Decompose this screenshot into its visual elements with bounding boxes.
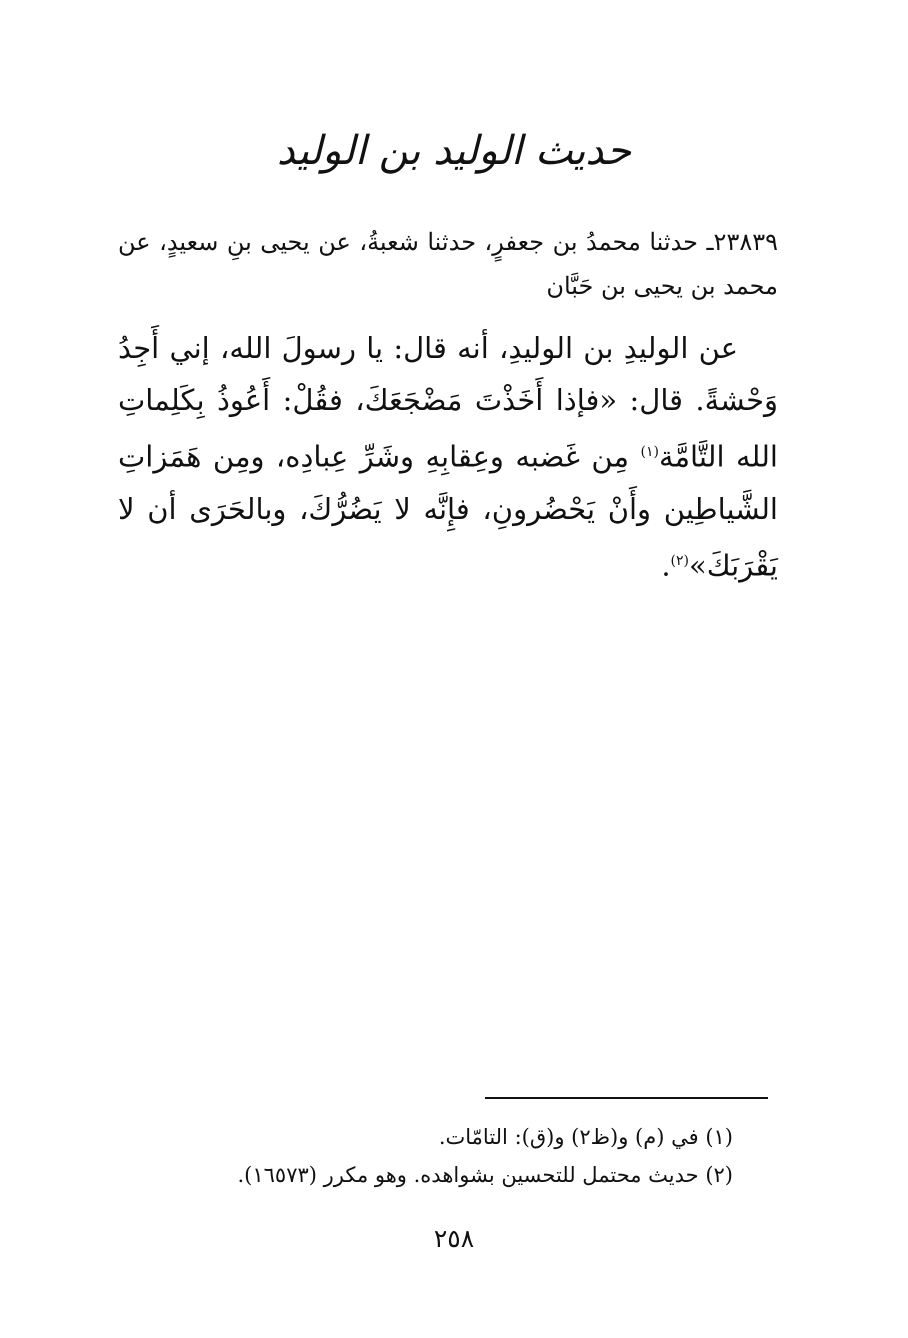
hadith-chain [118, 220, 778, 308]
page-number: ٢٥٨ [433, 1224, 475, 1253]
footnote-marker-1[interactable]: (١) [640, 444, 659, 460]
hadith-text-end: . [661, 548, 671, 583]
section-title: حديث الوليد بن الوليد [276, 128, 632, 174]
footnotes [193, 1118, 733, 1194]
hadith-text-part1: عن الوليدِ بن الوليدِ، أنه قال: يا رسولَ الله، إني أَجِدُ وَحْشةً. قال: «فإذا أَخَذْتَ مَضْجَعَكَ، فقُلْ: أَعُوذُ بِكَلِماتِ الله التَّامَّة [118, 331, 778, 474]
hadith-text [118, 322, 778, 591]
hadith-text-part2: مِن غَضبه وعِقابِهِ وشَرِّ عِبادِه، ومِن هَمَزاتِ الشَّياطِين وأَنْ يَحْضُرونِ، فإِنَّه لا يَضُرُّكَ، وبالحَرَى أن لا يَقْرَبَكَ» [118, 439, 778, 583]
footnote-marker-2[interactable]: (٢) [670, 552, 689, 569]
hadith-chain-text: ٢٣٨٣٩ـ حدثنا محمدُ بن جعفرٍ، حدثنا شعبةُ، عن يحيى بنِ سعيدٍ، عن محمد بن يحيى بن حَبَّان [118, 228, 778, 300]
footnote-divider [485, 1097, 768, 1099]
footnote-1: (١) في (م) و(ظ٢) و(ق): التامّات. [438, 1125, 733, 1149]
footnote-2: (٢) حديث محتمل للتحسين بشواهده. وهو مكرر (١٦٥٧٣). [237, 1163, 733, 1187]
